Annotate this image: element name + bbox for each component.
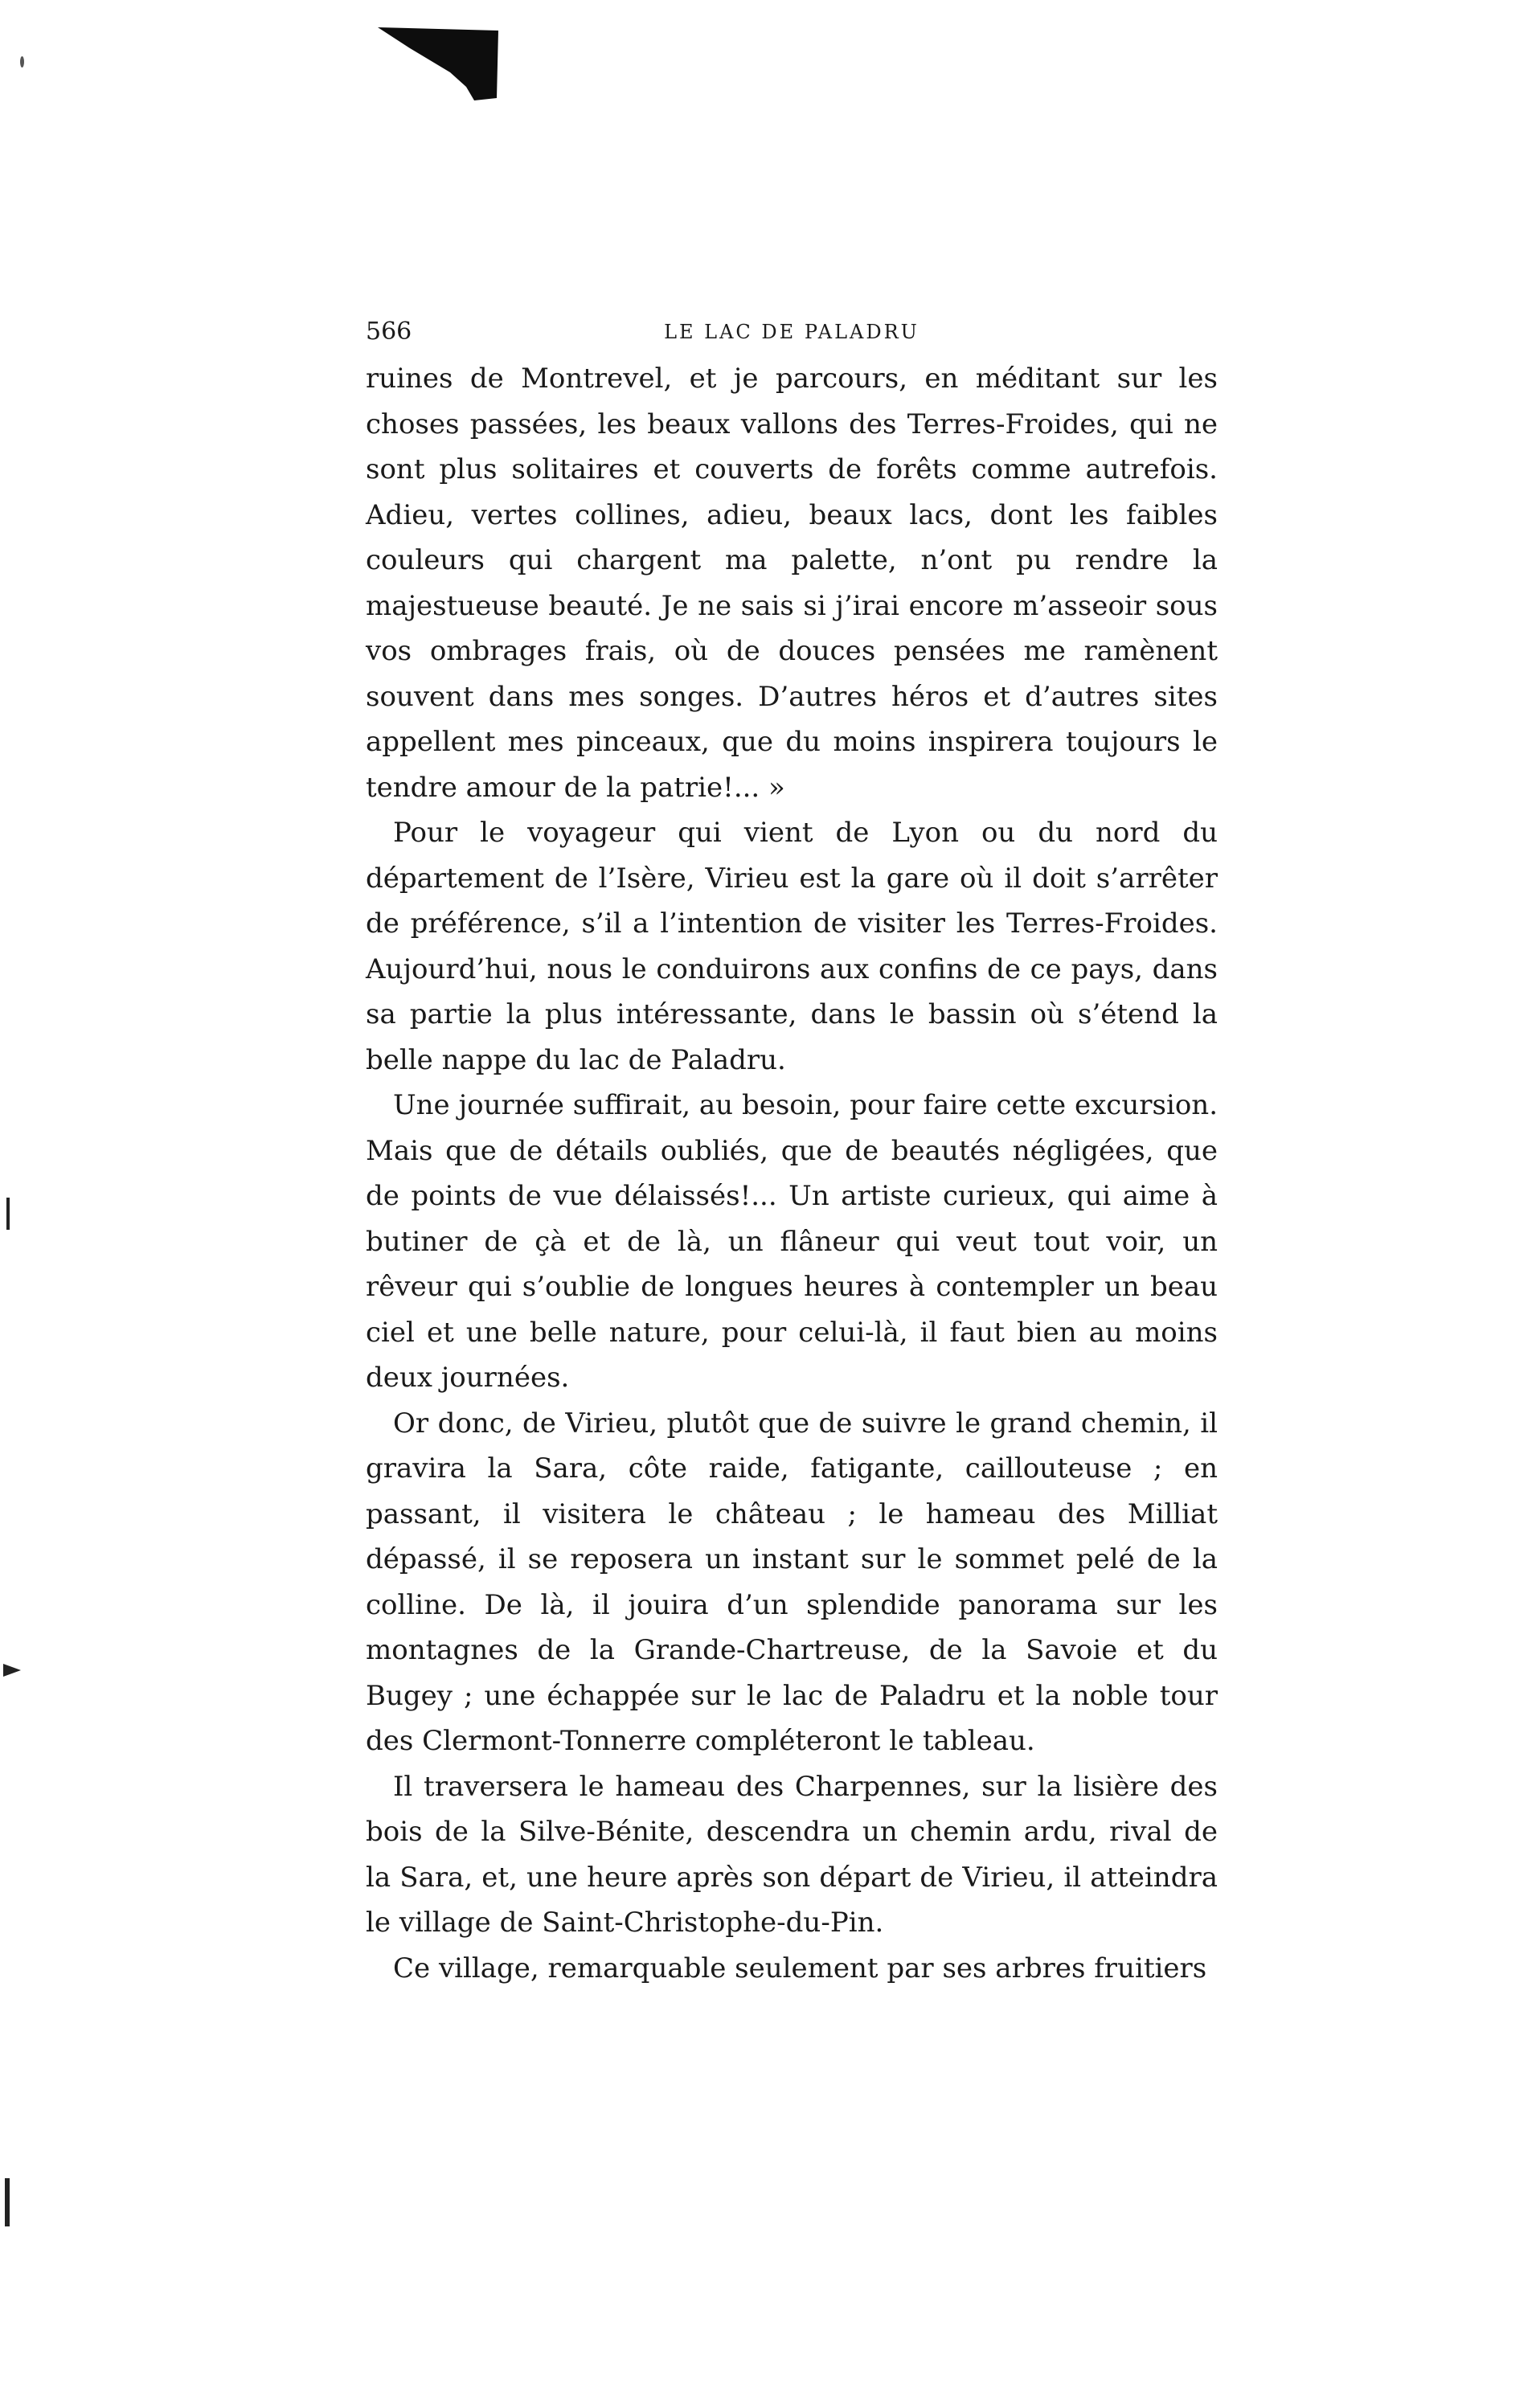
running-head [366,317,1218,356]
paragraph: Pour le voyageur qui vient de Lyon ou du nord du département de l’Isère, Virieu est la gare où il doit s’arrêter de préférence, s’il a l’intention de visiter les Terres-Froides. Aujourd’hui, nous le conduirons aux confins de ce pays, dans sa partie la plus intéressante, dans le bassin où s’étend la belle nappe du lac de Paladru. [366,817,1218,1076]
page-number: 566 [366,317,412,346]
scan-edge-mark [3,1664,21,1677]
running-title: LE LAC DE PALADRU [664,321,919,343]
scan-corner-mark [378,24,498,100]
book-page [366,317,1218,1991]
paragraph: Il traversera le hameau des Charpennes, sur la lisière des bois de la Silve-Bénite, descendra un chemin ardu, rival de la Sara, et, une heure après son départ de Virieu, il atteindra le village de Saint-Christophe-du-Pin. [366,1770,1218,1939]
scan-speck [20,56,24,68]
scan-edge-mark [6,1198,10,1230]
paragraph: Or donc, de Virieu, plutôt que de suivre le grand chemin, il gravira la Sara, côte raide, fatigante, caillouteuse ; en passant, il visitera le château ; le hameau des Milliat dépassé, il se reposera un instant sur le sommet pelé de la colline. De là, il jouira d’un splendide panorama sur les montagnes de la Grande-Chartreuse, de la Savoie et du Bugey ; une échappée sur le lac de Paladru et la noble tour des Clermont-Tonnerre compléteront le tableau. [366,1407,1218,1757]
paragraph: Une journée suffirait, au besoin, pour faire cette excursion. Mais que de détails oubliés, que de beautés négligées, que de points de vue délaissés!... Un artiste curieux, qui aime à butiner de çà et de là, un flâneur qui veut tout voir, un rêveur qui s’oublie de longues heures à contempler un beau ciel et une belle nature, pour celui-là, il faut bien au moins deux journées. [366,1089,1218,1394]
paragraph: ruines de Montrevel, et je parcours, en méditant sur les choses passées, les beaux vallons des Terres-Froides, qui ne sont plus solitaires et couverts de forêts comme autrefois. Adieu, vertes collines, adieu, beaux lacs, dont les faibles couleurs qui chargent ma palette, n’ont pu rendre la majestueuse beauté. Je ne sais si j’irai encore m’asseoir sous vos ombrages frais, où de douces pensées me ramènent souvent dans mes songes. D’autres héros et d’autres sites appellent mes pinceaux, que du moins inspirera toujours le tendre amour de la patrie!... » [366,362,1218,804]
paragraph: Ce village, remarquable seulement par ses arbres fruitiers [393,1952,1207,1984]
body-text [366,356,1218,1991]
scan-edge-mark [5,2178,10,2226]
